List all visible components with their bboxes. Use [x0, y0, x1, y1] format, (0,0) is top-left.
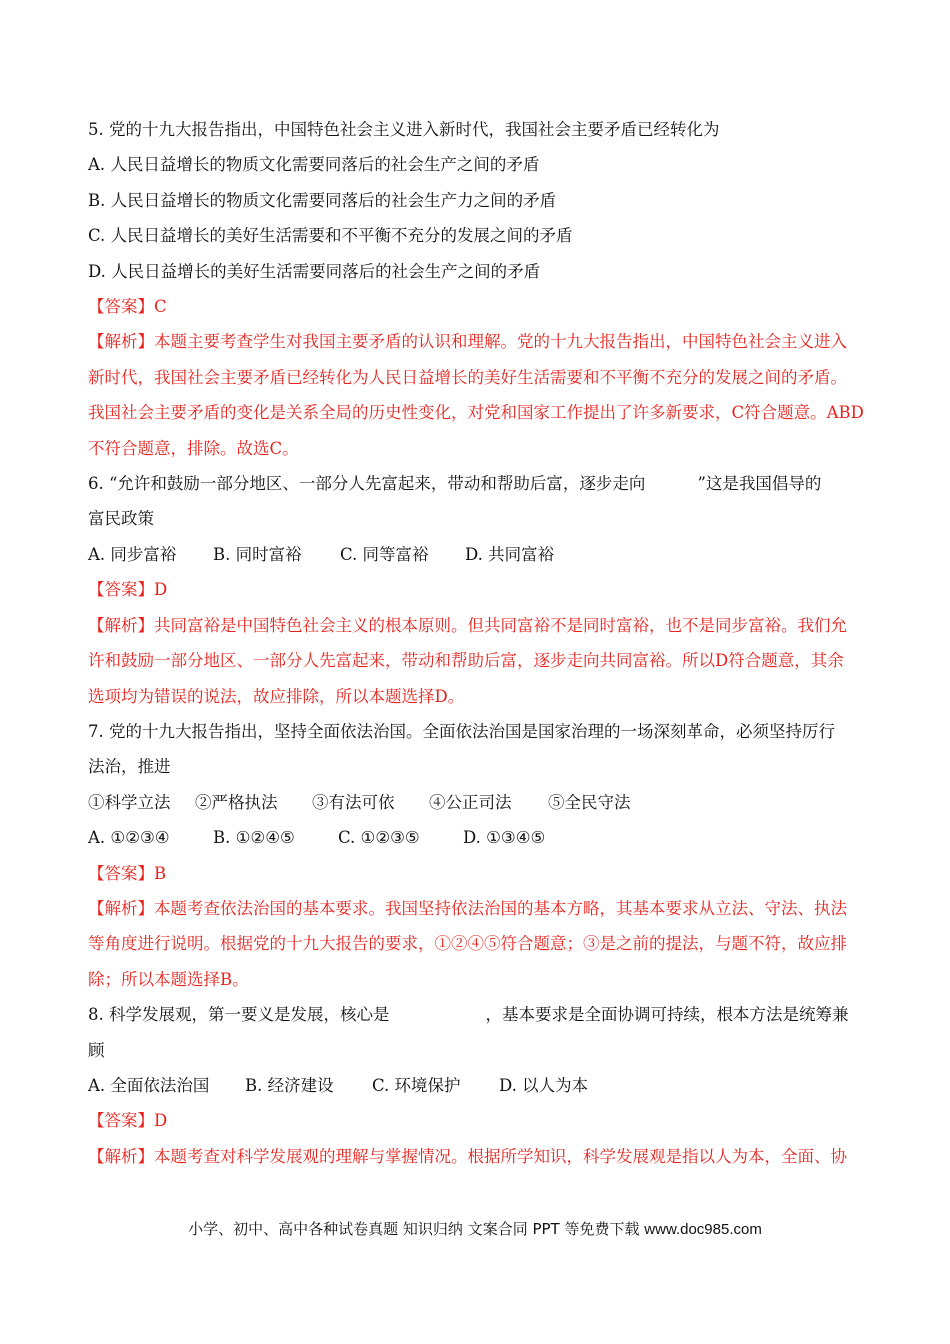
question-6-analysis-line: 许和鼓励一部分地区、一部分人先富起来，带动和帮助后富，逐步走向共同富裕。所以D符合题意，其余: [88, 651, 844, 671]
question-8-option-a: A. 全面依法治国: [88, 1075, 210, 1095]
question-6-answer: 【答案】D: [88, 580, 168, 600]
question-8-stem-continued: 顾: [88, 1040, 105, 1060]
question-7-option-a: A. ①②③④: [88, 828, 170, 848]
question-8-stem-part: 8. 科学发展观，第一要义是发展，核心是: [88, 1005, 390, 1025]
question-7-answer: 【答案】B: [88, 863, 167, 883]
question-8-answer: 【答案】D: [88, 1111, 168, 1131]
question-6-analysis-line: 【解析】共同富裕是中国特色社会主义的根本原则。但共同富裕不是同时富裕，也不是同步富裕。我们允: [88, 615, 847, 635]
question-7-item: ③有法可依: [312, 792, 395, 812]
question-5-option-a: A. 人民日益增长的物质文化需要同落后的社会生产之间的矛盾: [88, 155, 540, 175]
question-5-option-b: B. 人民日益增长的物质文化需要同落后的社会生产力之间的矛盾: [88, 190, 557, 210]
question-7-item: ②严格执法: [195, 792, 278, 812]
question-6-option-a: A. 同步富裕: [88, 544, 177, 564]
question-7-option-b: B. ①②④⑤: [213, 828, 295, 848]
question-8-option-b: B. 经济建设: [245, 1075, 334, 1095]
question-6-option-b: B. 同时富裕: [213, 544, 302, 564]
question-7-item: ④公正司法: [429, 792, 512, 812]
question-5-answer: 【答案】C: [88, 297, 167, 317]
question-6-stem-continued: 富民政策: [88, 509, 154, 529]
footer-text: 小学、初中、高中各种试卷真题 知识归纳 文案合同 PPT 等免费下载: [188, 1220, 640, 1238]
question-6-stem-part: ”这是我国倡导的: [697, 474, 822, 494]
page-footer: [0, 1218, 950, 1239]
question-7-item: ⑤全民守法: [548, 792, 631, 812]
question-5-analysis-line: 【解析】本题主要考查学生对我国主要矛盾的认识和理解。党的十九大报告指出，中国特色社会主义进入: [88, 332, 847, 352]
question-8-option-c: C. 环境保护: [372, 1075, 461, 1095]
question-6-analysis-line: 选项均为错误的说法，故应排除，所以本题选择D。: [88, 686, 465, 706]
question-5-stem: 5. 党的十九大报告指出，中国特色社会主义进入新时代，我国社会主要矛盾已经转化为: [88, 120, 720, 139]
question-7-stem: 7. 党的十九大报告指出，坚持全面依法治国。全面依法治国是国家治理的一场深刻革命，必须坚持厉行: [88, 721, 835, 741]
question-6-option-d: D. 共同富裕: [465, 544, 555, 564]
question-6-stem: [88, 466, 868, 501]
question-8-stem: [88, 997, 868, 1032]
question-7-item: ①科学立法: [88, 792, 171, 812]
question-6-stem-part: 6. “允许和鼓励一部分地区、一部分人先富起来，带动和帮助后富，逐步走向: [88, 474, 646, 494]
question-6-option-c: C. 同等富裕: [340, 544, 429, 564]
question-7-options: [88, 820, 868, 855]
question-6-options: [88, 537, 868, 572]
question-7-stem-continued: 法治，推进: [88, 757, 171, 777]
question-5-analysis-line: 新时代，我国社会主要矛盾已经转化为人民日益增长的美好生活需要和不平衡不充分的发展之间的矛盾。: [88, 367, 847, 387]
question-8-analysis-line: 【解析】本题考查对科学发展观的理解与掌握情况。根据所学知识，科学发展观是指以人为本，全面、协: [88, 1146, 847, 1166]
question-7-items: [88, 785, 868, 820]
question-5-option-d: D. 人民日益增长的美好生活需要同落后的社会生产之间的矛盾: [88, 261, 541, 281]
question-5-analysis-line: 我国社会主要矛盾的变化是关系全局的历史性变化，对党和国家工作提出了许多新要求，C符合题意。ABD: [88, 403, 864, 423]
footer-link[interactable]: www.doc985.com: [644, 1221, 762, 1238]
document-body: [88, 112, 868, 1174]
question-8-stem-part: ，基本要求是全面协调可持续，根本方法是统筹兼: [485, 1005, 849, 1025]
question-7-analysis-line: 【解析】本题考查依法治国的基本要求。我国坚持依法治国的基本方略，其基本要求从立法、守法、执法: [88, 898, 847, 918]
question-8-options: [88, 1068, 868, 1103]
question-8-option-d: D. 以人为本: [499, 1075, 589, 1095]
question-7-analysis-line: 除；所以本题选择B。: [88, 969, 249, 989]
question-5-option-c: C. 人民日益增长的美好生活需要和不平衡不充分的发展之间的矛盾: [88, 226, 573, 246]
question-7-option-d: D. ①③④⑤: [463, 828, 546, 848]
question-5-analysis-line: 不符合题意，排除。故选C。: [88, 438, 299, 458]
question-7-analysis-line: 等角度进行说明。根据党的十九大报告的要求，①②④⑤符合题意；③是之前的提法，与题不符，故应排: [88, 934, 847, 954]
question-7-option-c: C. ①②③⑤: [338, 828, 420, 848]
